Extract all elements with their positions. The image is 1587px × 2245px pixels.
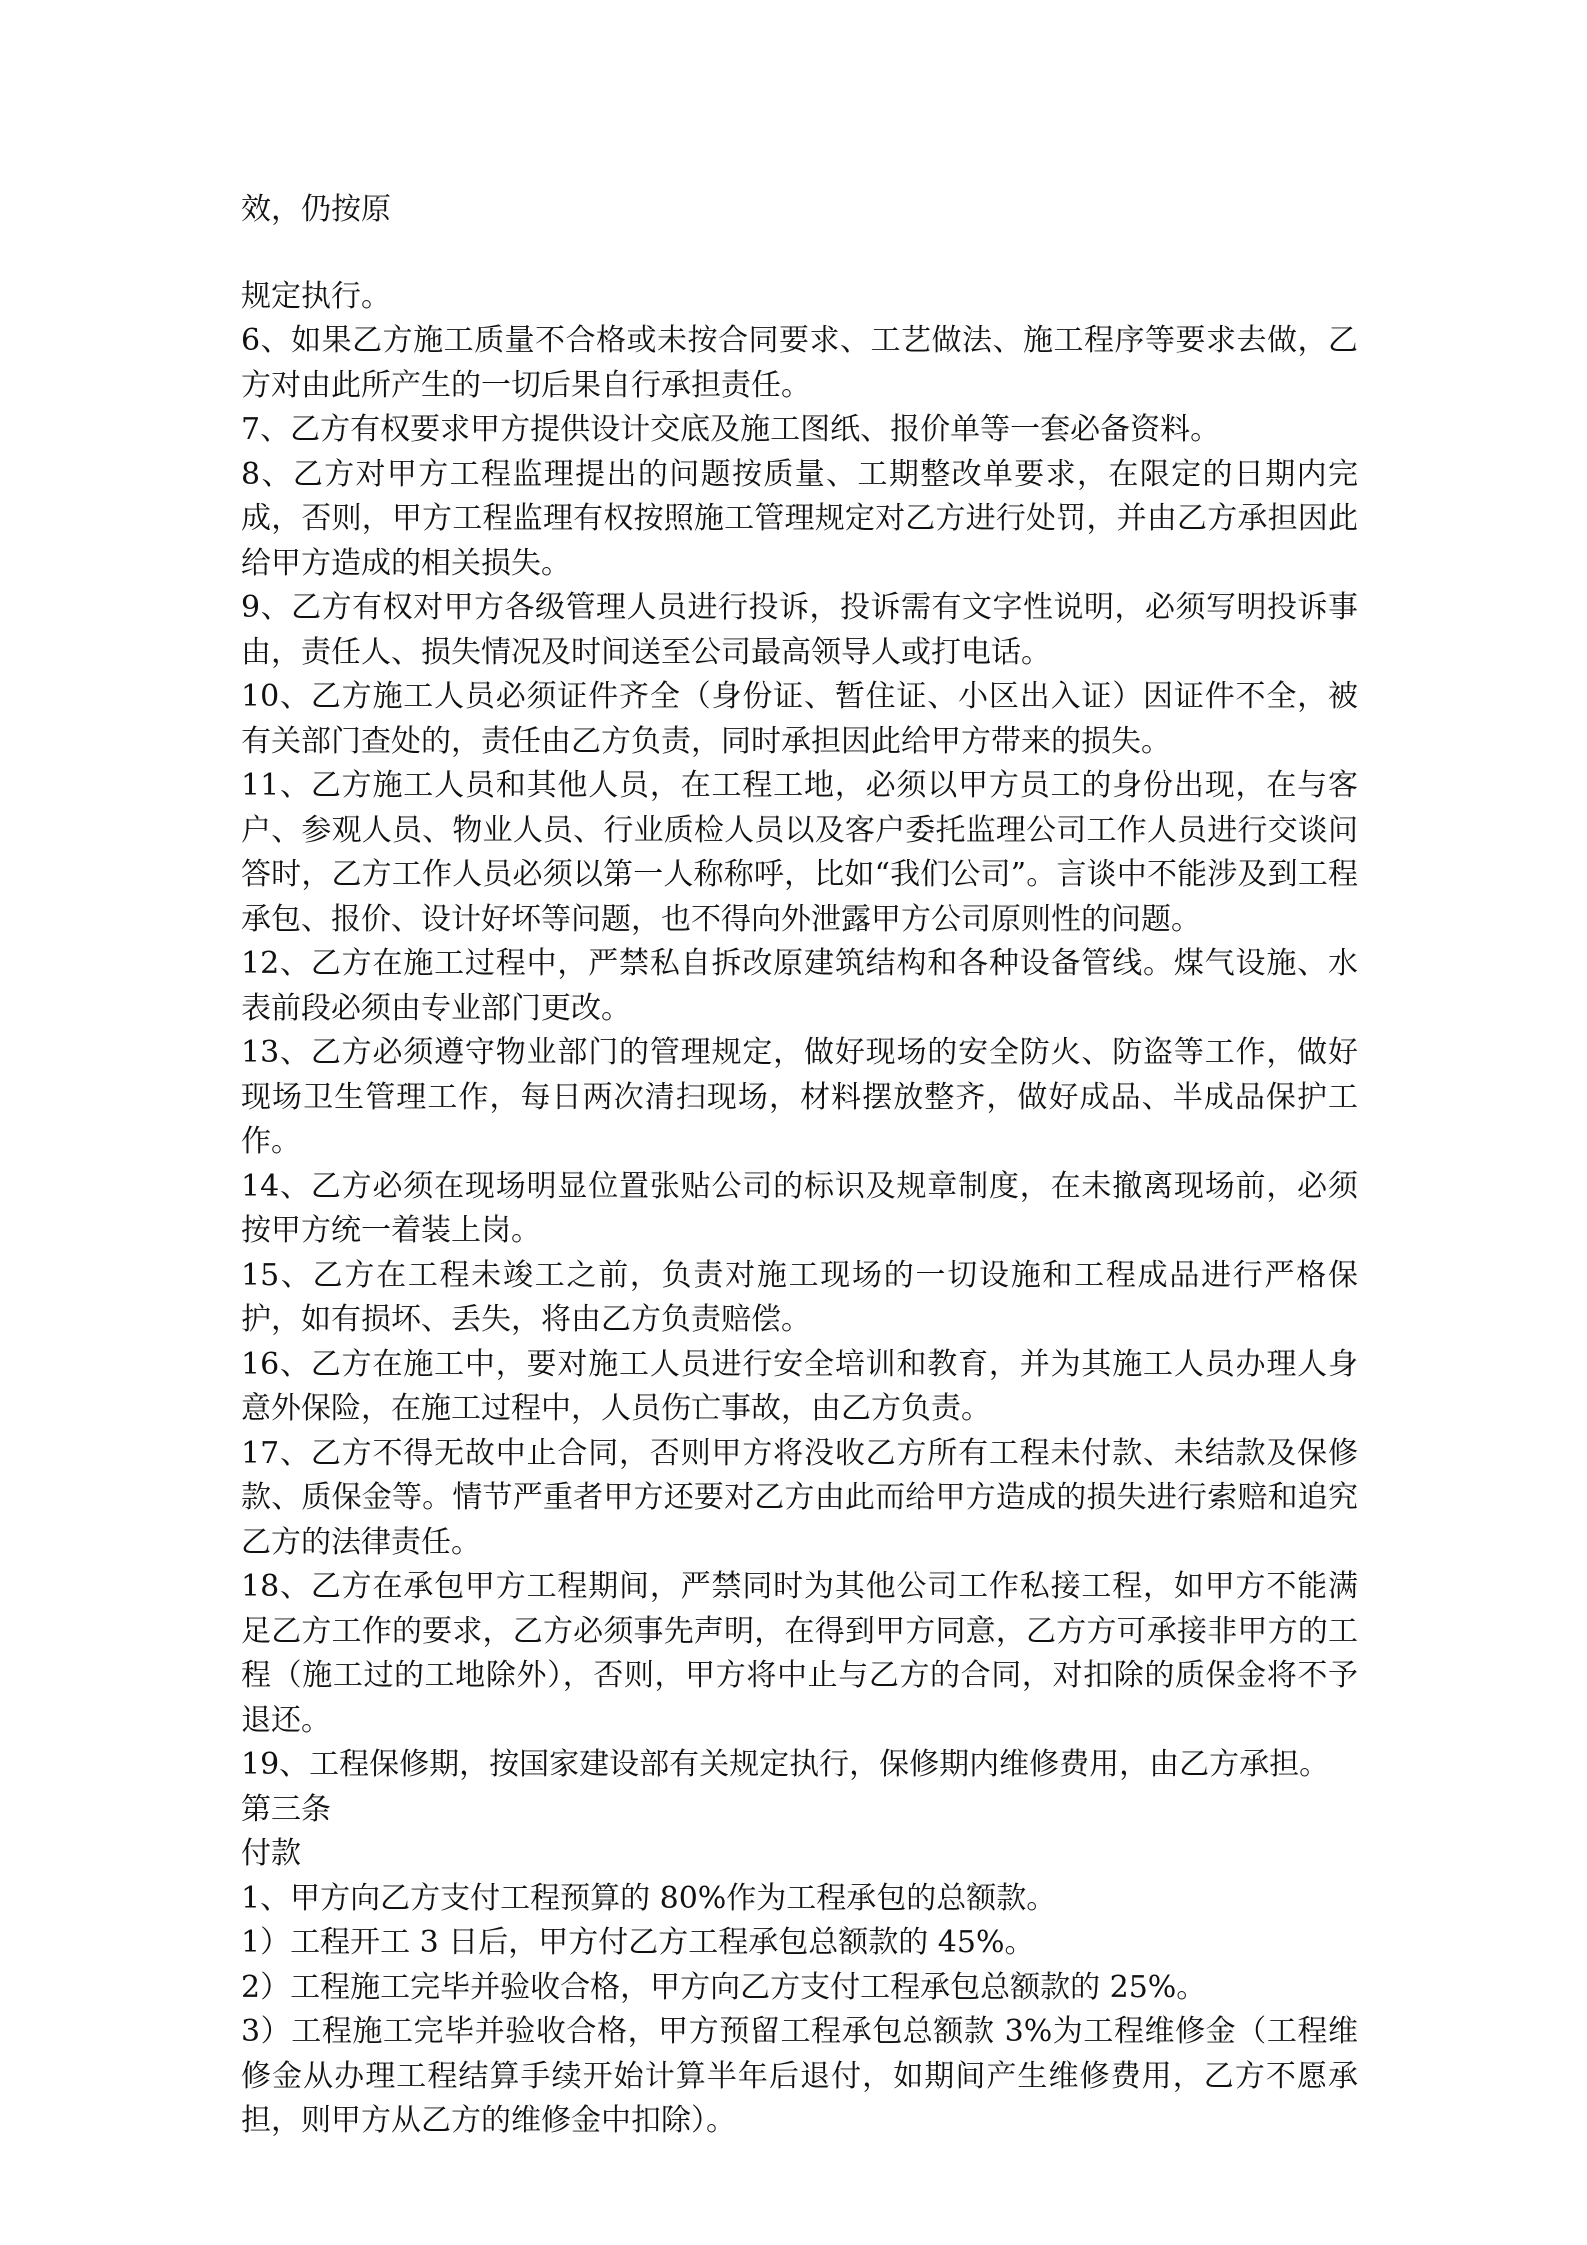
clause-paragraph: 9、乙方有权对甲方各级管理人员进行投诉，投诉需有文字性说明，必须写明投诉事由，责任人、损失情况及时间送至公司最高领导人或打电话。 bbox=[241, 590, 1358, 670]
clause-paragraph: 17、乙方不得无故中止合同，否则甲方将没收乙方所有工程未付款、未结款及保修款、质保金等。情节严重者甲方还要对乙方由此而给甲方造成的损失进行索赔和追究乙方的法律责任。 bbox=[241, 1435, 1358, 1560]
clause-paragraph: 16、乙方在施工中，要对施工人员进行安全培训和教育，并为其施工人员办理人身意外保险，在施工过程中，人员伤亡事故，由乙方负责。 bbox=[241, 1346, 1358, 1426]
clause-paragraph: 14、乙方必须在现场明显位置张贴公司的标识及规章制度，在未撤离现场前，必须按甲方统一着装上岗。 bbox=[241, 1168, 1358, 1248]
clause-paragraph: 10、乙方施工人员必须证件齐全（身份证、暂住证、小区出入证）因证件不全，被有关部门查处的，责任由乙方负责，同时承担因此给甲方带来的损失。 bbox=[241, 679, 1358, 759]
paragraph-list bbox=[241, 275, 1358, 2144]
clause-paragraph: 8、乙方对甲方工程监理提出的问题按质量、工期整改单要求，在限定的日期内完成，否则，甲方工程监理有权按照施工管理规定对乙方进行处罚，并由乙方承担因此给甲方造成的相关损失。 bbox=[241, 456, 1358, 581]
clause-paragraph: 12、乙方在施工过程中，严禁私自拆改原建筑结构和各种设备管线。煤气设施、水表前段必须由专业部门更改。 bbox=[241, 946, 1358, 1026]
paragraph-gap bbox=[241, 233, 1358, 275]
clause-paragraph: 第三条 bbox=[241, 1791, 331, 1827]
clause-paragraph: 2）工程施工完毕并验收合格，甲方向乙方支付工程承包总额款的 25%。 bbox=[241, 1969, 1207, 2005]
clause-paragraph: 3）工程施工完毕并验收合格，甲方预留工程承包总额款 3%为工程维修金（工程维修金从办理工程结算手续开始计算半年后退付，如期间产生维修费用，乙方不愿承担，则甲方从乙方的维修金中扣除）。 bbox=[241, 2014, 1358, 2138]
clause-paragraph: 19、工程保修期，按国家建设部有关规定执行，保修期内维修费用，由乙方承担。 bbox=[241, 1747, 1330, 1782]
clause-paragraph: 付款 bbox=[241, 1836, 301, 1871]
clause-paragraph: 7、乙方有权要求甲方提供设计交底及施工图纸、报价单等一套必备资料。 bbox=[241, 412, 1221, 447]
clause-paragraph: 13、乙方必须遵守物业部门的管理规定，做好现场的安全防火、防盗等工作，做好现场卫生管理工作，每日两次清扫现场，材料摆放整齐，做好成品、半成品保护工作。 bbox=[241, 1035, 1358, 1159]
clause-paragraph: 规定执行。 bbox=[241, 278, 391, 314]
clause-paragraph: 1、甲方向乙方支付工程预算的 80%作为工程承包的总额款。 bbox=[241, 1880, 1057, 1916]
clause-paragraph: 15、乙方在工程未竣工之前，负责对施工现场的一切设施和工程成品进行严格保护，如有损坏、丢失，将由乙方负责赔偿。 bbox=[241, 1257, 1358, 1337]
continued-text-fragment: 效，仍按原 bbox=[241, 192, 391, 227]
document-body bbox=[241, 188, 1358, 2144]
clause-paragraph: 18、乙方在承包甲方工程期间，严禁同时为其他公司工作私接工程，如甲方不能满足乙方工作的要求，乙方必须事先声明，在得到甲方同意，乙方方可承接非甲方的工程（施工过的工地除外），否则，甲方将中止与乙方的合同，对扣除的质保金将不予退还。 bbox=[241, 1569, 1358, 1738]
clause-paragraph: 6、如果乙方施工质量不合格或未按合同要求、工艺做法、施工程序等要求去做，乙方对由此所产生的一切后果自行承担责任。 bbox=[241, 323, 1358, 403]
clause-paragraph: 1）工程开工 3 日后，甲方付乙方工程承包总额款的 45%。 bbox=[241, 1925, 1035, 1960]
clause-paragraph: 11、乙方施工人员和其他人员，在工程工地，必须以甲方员工的身份出现，在与客户、参观人员、物业人员、行业质检人员以及客户委托监理公司工作人员进行交谈问答时，乙方工作人员必须以第一人称称呼，比如“我们公司”。言谈中不能涉及到工程承包、报价、设计好坏等问题，也不得向外泄露甲方公司原则性的问题。 bbox=[241, 768, 1358, 937]
